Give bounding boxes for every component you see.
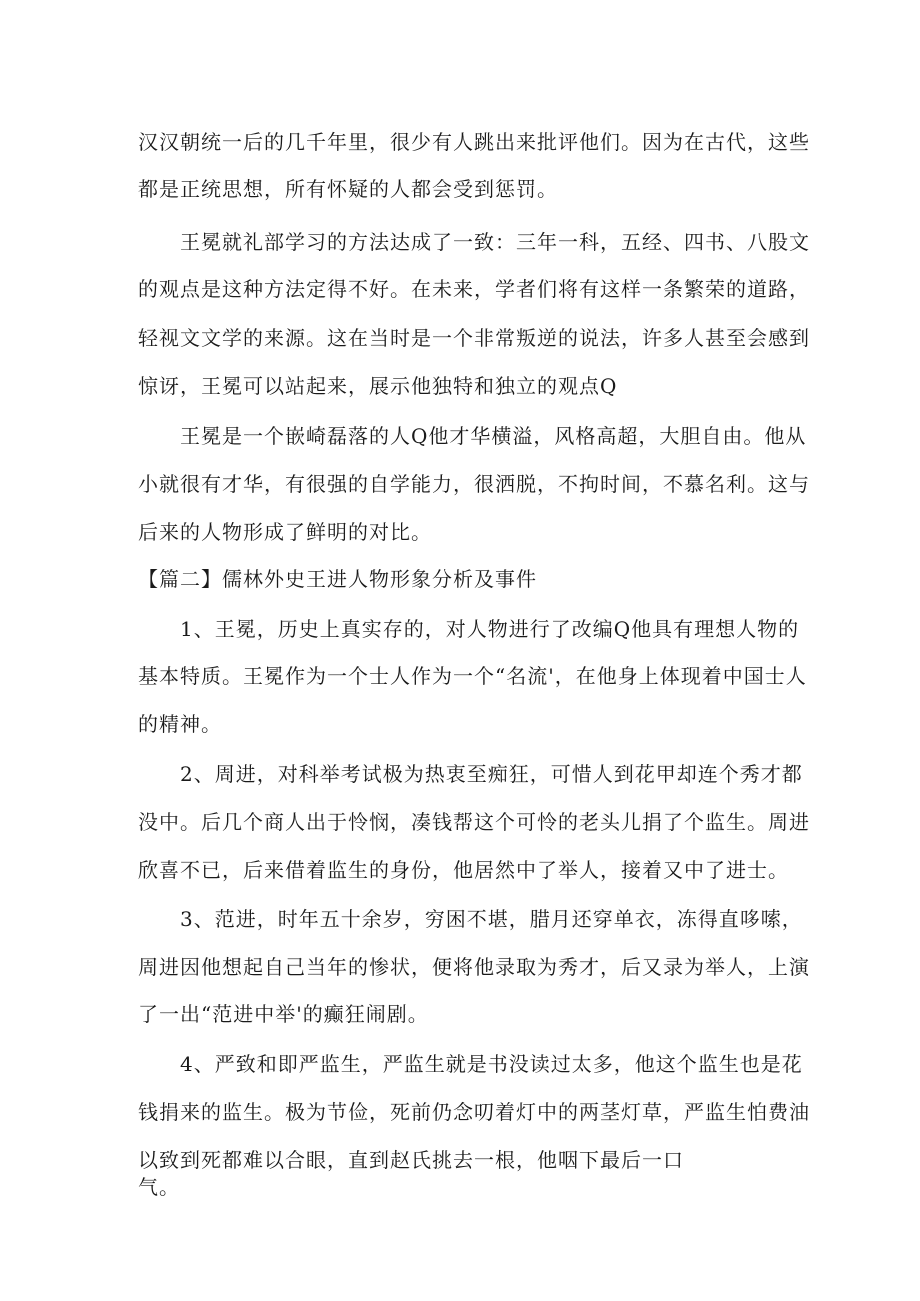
text-line: 的观点是这种方法定得不好。在未来，学者们将有这样一条繁荣的道路， (138, 277, 810, 301)
text-line: 没中。后几个商人出于怜悯，凑钱帮这个可怜的老头儿捐了个监生。周进 (138, 810, 810, 834)
paragraph-line: 4、严致和即严监生，严监生就是书没读过太多，他这个监生也是花 (180, 1052, 803, 1076)
text-line: 的精神。 (138, 712, 222, 736)
text-line: 轻视文文学的来源。这在当时是一个非常叛逆的说法，许多人甚至会感到 (138, 326, 810, 350)
text-line: 气。 (138, 1175, 180, 1199)
text-line: 欣喜不已，后来借着监生的身份，他居然中了举人，接着又中了进士。 (138, 858, 789, 882)
paragraph-line: 王冕就礼部学习的方法达成了一致：三年一科，五经、四书、八股文 (180, 230, 810, 254)
paragraph-line: 2、周进，对科举考试极为热衷至痴狂，可惜人到花甲却连个秀才都 (180, 762, 803, 786)
paragraph-line: 3、范进，时年五十余岁，穷困不堪，腊月还穿单衣，冻得直哆嗦， (180, 907, 803, 931)
text-line: 都是正统思想，所有怀疑的人都会受到惩罚。 (138, 177, 558, 201)
text-line: 小就很有才华，有很强的自学能力，很洒脱，不拘时间，不慕名利。这与 (138, 472, 810, 496)
text-line: 钱捐来的监生。极为节俭，死前仍念叨着灯中的两茎灯草，严监生怕费油 (138, 1100, 810, 1124)
text-line: 惊讶，王冕可以站起来，展示他独特和独立的观点Q (138, 374, 618, 398)
text-line: 汉汉朝统一后的几千年里，很少有人跳出来批评他们。因为在古代，这些 (138, 130, 810, 154)
text-line: 以致到死都难以合眼，直到赵氏挑去一根，他咽下最后一口 (138, 1148, 684, 1172)
paragraph-line: 1、王冕，历史上真实存的，对人物进行了改编Q他具有理想人物的 (180, 617, 800, 641)
paragraph-line: 王冕是一个嵌崎磊落的人Q他才华横溢，风格高超，大胆自由。他从 (180, 424, 807, 448)
text-line: 了一出“范进中举'的癫狂闹剧。 (138, 1002, 429, 1026)
text-line: 基本特质。王冕作为一个士人作为一个“名流'，在他身上体现着中国士人 (138, 664, 807, 688)
text-line: 后来的人物形成了鲜明的对比。 (138, 520, 432, 544)
text-line: 周进因他想起自己当年的惨状，便将他录取为秀才，后又录为举人，上演 (138, 955, 810, 979)
section-heading: 【篇二】儒林外史王进人物形象分析及事件 (138, 567, 537, 591)
